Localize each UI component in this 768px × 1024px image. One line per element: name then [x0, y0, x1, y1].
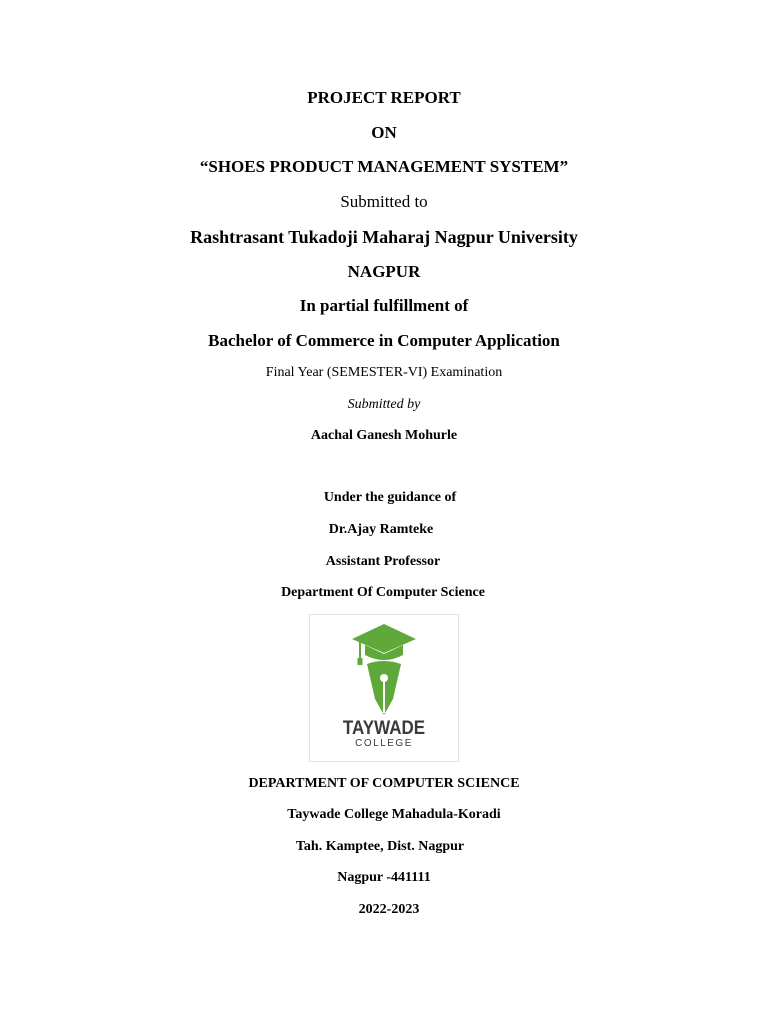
guide-name: Dr.Ajay Ramteke — [328, 522, 434, 537]
university-city: NAGPUR — [347, 262, 421, 281]
student-name: Aachal Ganesh Mohurle — [310, 428, 458, 443]
footer-year: 2022-2023 — [358, 902, 420, 917]
footer-pincode: Nagpur -441111 — [337, 870, 431, 885]
university-name: Rashtrasant Tukadoji Maharaj Nagpur University — [190, 227, 578, 247]
logo-name-line2: COLLEGE — [355, 738, 413, 749]
fulfillment-text: In partial fulfillment of — [299, 296, 469, 315]
degree-name: Bachelor of Commerce in Computer Application — [208, 331, 560, 350]
guide-designation: Assistant Professor — [325, 554, 441, 569]
guidance-label: Under the guidance of — [323, 490, 457, 505]
footer-college: Taywade College Mahadula-Koradi — [287, 807, 501, 822]
submitted-to-label: Submitted to — [340, 192, 428, 211]
submitted-by-label: Submitted by — [347, 397, 421, 412]
guide-department: Department Of Computer Science — [281, 585, 485, 600]
college-logo — [310, 615, 458, 761]
exam-text: Final Year (SEMESTER-VI) Examination — [265, 365, 503, 380]
footer-department: DEPARTMENT OF COMPUTER SCIENCE — [248, 776, 520, 791]
logo-name-line1: TAYWADE — [342, 716, 426, 739]
footer-tehsil: Tah. Kamptee, Dist. Nagpur — [295, 839, 465, 854]
project-title: “SHOES PRODUCT MANAGEMENT SYSTEM” — [199, 157, 569, 176]
report-heading: PROJECT REPORT — [307, 88, 461, 107]
report-on: ON — [371, 123, 397, 142]
